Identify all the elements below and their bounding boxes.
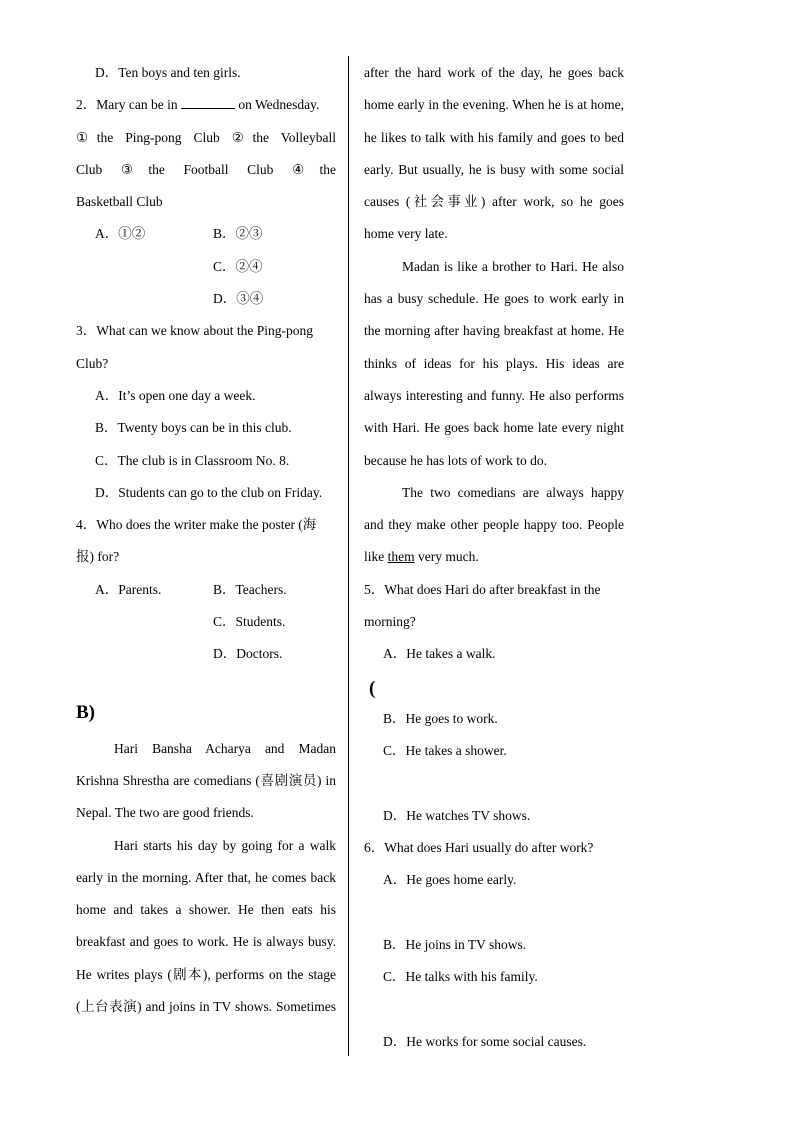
passage-line: early in the morning. After that, he comes back <box>76 869 336 885</box>
q3-option-c: C．The club is in Classroom No. 8. <box>95 452 290 468</box>
passage-line: with Hari. He goes back home late every night <box>364 420 624 436</box>
passage-line: has a busy schedule. He goes to work early in <box>364 291 624 307</box>
q2-option-c: C．②④ <box>213 258 263 274</box>
q3-option-a: A．It’s open one day a week. <box>95 387 256 403</box>
q6-option-c: C．He talks with his family. <box>383 969 538 985</box>
passage-line: always interesting and funny. He also performs <box>364 387 624 403</box>
q5-option-a: A．He takes a walk. <box>383 646 496 662</box>
passage-line: Madan is like a brother to Hari. He also <box>402 258 624 274</box>
q6-stem: 6．What does Hari usually do after work? <box>364 840 594 856</box>
q6-option-b: B．He joins in TV shows. <box>383 937 527 953</box>
passage-line: home very late. <box>364 226 448 242</box>
q2-option-b: B．②③ <box>213 226 263 242</box>
q2-options-ab <box>76 220 336 252</box>
passage-line: breakfast and goes to work. He is always busy. <box>76 934 336 950</box>
column-divider <box>348 56 349 1056</box>
q6-option-a: A．He goes home early. <box>383 872 517 888</box>
q5-option-b: B．He goes to work. <box>383 710 498 726</box>
q6-option-d: D．He works for some social causes. <box>383 1033 587 1049</box>
q4-option-c: C．Students. <box>213 614 286 630</box>
passage-line: (上台表演) and joins in TV shows. Sometimes <box>76 999 336 1015</box>
passage-line: home early in the evening. When he is at home, <box>364 97 624 113</box>
passage-line: Hari Bansha Acharya and Madan <box>114 740 336 756</box>
q4-option-d: D．Doctors. <box>213 646 283 662</box>
passage-line: thinks of ideas for his plays. His ideas are <box>364 355 624 371</box>
q2-stem: 2．Mary can be in on Wednesday. <box>76 91 336 123</box>
q4-stem-2: 报) for? <box>76 549 120 565</box>
q4-option-b: B．Teachers. <box>213 581 287 597</box>
passage-line: after the hard work of the day, he goes back <box>364 65 624 80</box>
passage-line: Hari starts his day by going for a walk <box>114 837 336 853</box>
q5-stem-1: 5．What does Hari do after breakfast in the <box>364 581 601 597</box>
q5-option-c: C．He takes a shower. <box>383 743 507 759</box>
q4-option-a: A．Parents. <box>95 581 162 597</box>
passage-line: Krishna Shrestha are comedians (喜剧演员) in <box>76 772 336 788</box>
q5-stem-2: morning? <box>364 614 416 630</box>
q2-option-a: A．①② <box>95 226 146 242</box>
q4-options-ab <box>76 576 336 608</box>
q3-option-b: B．Twenty boys can be in this club. <box>95 420 292 436</box>
passage-last-line: like them very much. <box>364 549 479 565</box>
underlined-word: them <box>387 549 415 565</box>
answer-blank <box>181 94 235 109</box>
q2-clubs-line-3: Basketball Club <box>76 194 163 210</box>
section-b-heading: B) <box>76 701 95 723</box>
q1-option-d: D．Ten boys and ten girls. <box>95 65 241 80</box>
q3-stem-1: 3．What can we know about the Ping-pong <box>76 323 313 339</box>
q5-option-d: D．He watches TV shows. <box>383 807 531 823</box>
q4-stem-1: 4．Who does the writer make the poster (海 <box>76 517 317 533</box>
q2-clubs-line-1: ①the Ping-pong Club ②the Volleyball <box>76 129 336 145</box>
q2-option-d: D．③④ <box>213 291 264 307</box>
answer-paren: ( <box>369 677 376 699</box>
q2-clubs-line-2: Club ③the Football Club ④the <box>76 161 336 177</box>
passage-line: and they make other people happy too. People <box>364 517 624 533</box>
passage-line: he likes to talk with his family and goes to bed <box>364 129 624 145</box>
left-column <box>76 59 336 1025</box>
q3-option-d: D．Students can go to the club on Friday. <box>95 484 323 500</box>
right-column <box>364 59 624 1060</box>
passage-line: early. But usually, he is busy with some social <box>364 161 624 177</box>
passage-line: home and takes a shower. He then eats his <box>76 902 336 918</box>
passage-line: the morning after having breakfast at home. He <box>364 323 624 339</box>
passage-line: Nepal. The two are good friends. <box>76 805 254 821</box>
passage-line: He writes plays (剧本), performs on the stage <box>76 966 336 982</box>
passage-line: The two comedians are always happy <box>402 484 624 500</box>
q3-stem-2: Club? <box>76 355 109 371</box>
passage-line: causes (社会事业) after work, so he goes <box>364 194 624 210</box>
passage-line: because he has lots of work to do. <box>364 452 547 468</box>
